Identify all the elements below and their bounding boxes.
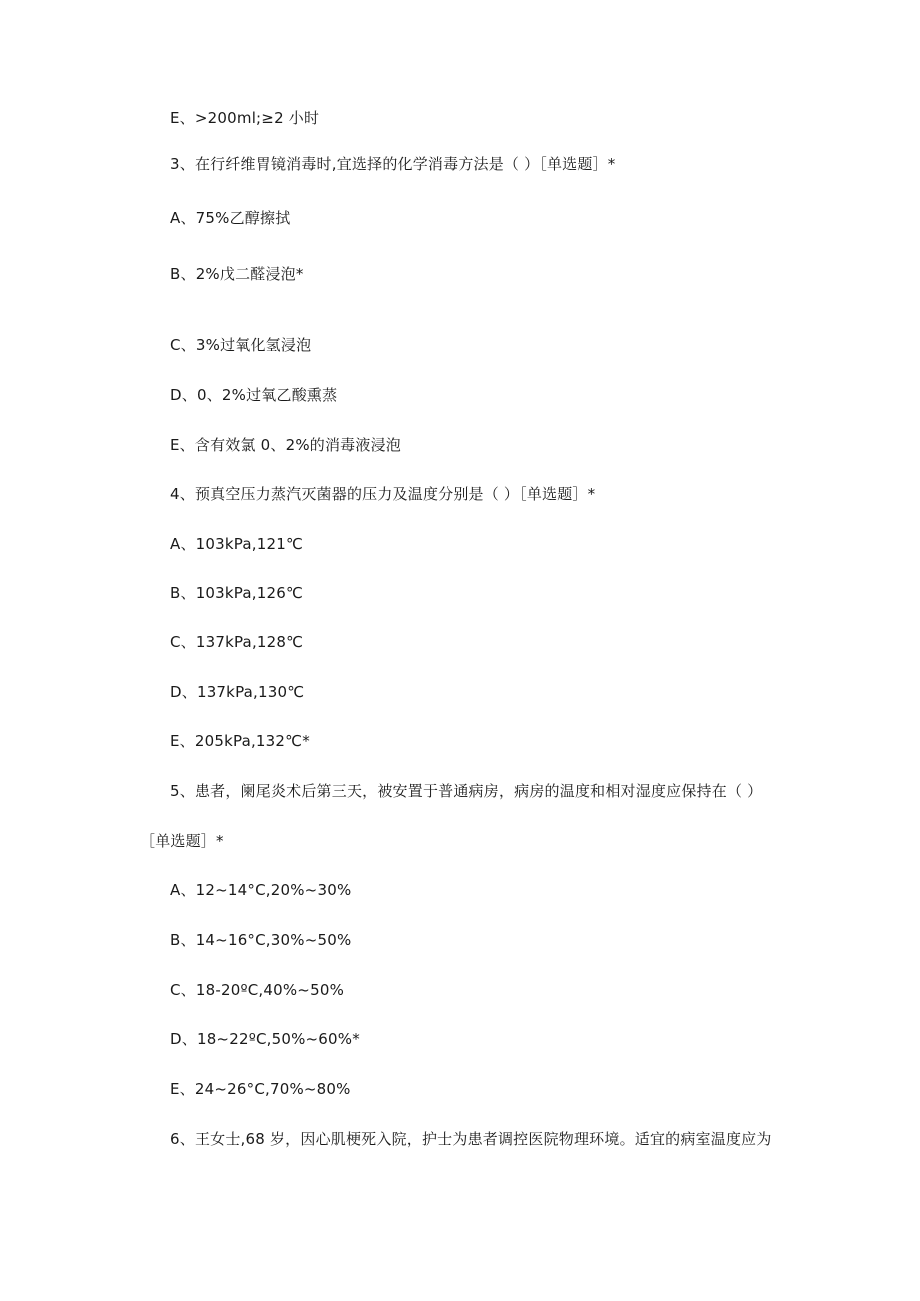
option-d-q5: D、18~22ºC,50%~60%* <box>170 1030 360 1048</box>
option-a-q4: A、103kPa,121℃ <box>170 535 303 553</box>
option-e-q4: E、205kPa,132℃* <box>170 732 310 750</box>
option-d-q4: D、137kPa,130℃ <box>170 683 305 701</box>
option-a-q3: A、75%乙醇擦拭 <box>170 209 291 227</box>
option-b-q4: B、103kPa,126℃ <box>170 584 304 602</box>
option-c-q4: C、137kPa,128℃ <box>170 633 304 651</box>
option-e-q3: E、含有效氯 0、2%的消毒液浸泡 <box>170 436 401 454</box>
question-5: 5、患者，阑尾炎术后第三天，被安置于普通病房，病房的温度和相对湿度应保持在（ ） <box>170 782 763 800</box>
option-b-q3: B、2%戊二醛浸泡* <box>170 265 304 283</box>
option-c-q5: C、18-20ºC,40%~50% <box>170 981 345 999</box>
question-5-type: ［单选题］* <box>140 832 224 850</box>
option-d-q3: D、0、2%过氧乙酸熏蒸 <box>170 386 338 404</box>
option-e-q2: E、>200ml;≥2 小时 <box>170 109 320 127</box>
option-a-q5: A、12~14°C,20%~30% <box>170 881 352 899</box>
question-6: 6、王女士,68 岁，因心肌梗死入院，护士为患者调控医院物理环境。适宜的病室温度应为 <box>170 1130 772 1148</box>
option-e-q5: E、24~26°C,70%~80% <box>170 1080 351 1098</box>
question-4: 4、预真空压力蒸汽灭菌器的压力及温度分别是（ ）［单选题］* <box>170 485 596 503</box>
option-b-q5: B、14~16°C,30%~50% <box>170 931 352 949</box>
question-3: 3、在行纤维胃镜消毒时,宜选择的化学消毒方法是（ ）［单选题］* <box>170 155 616 173</box>
option-c-q3: C、3%过氧化氢浸泡 <box>170 336 312 354</box>
